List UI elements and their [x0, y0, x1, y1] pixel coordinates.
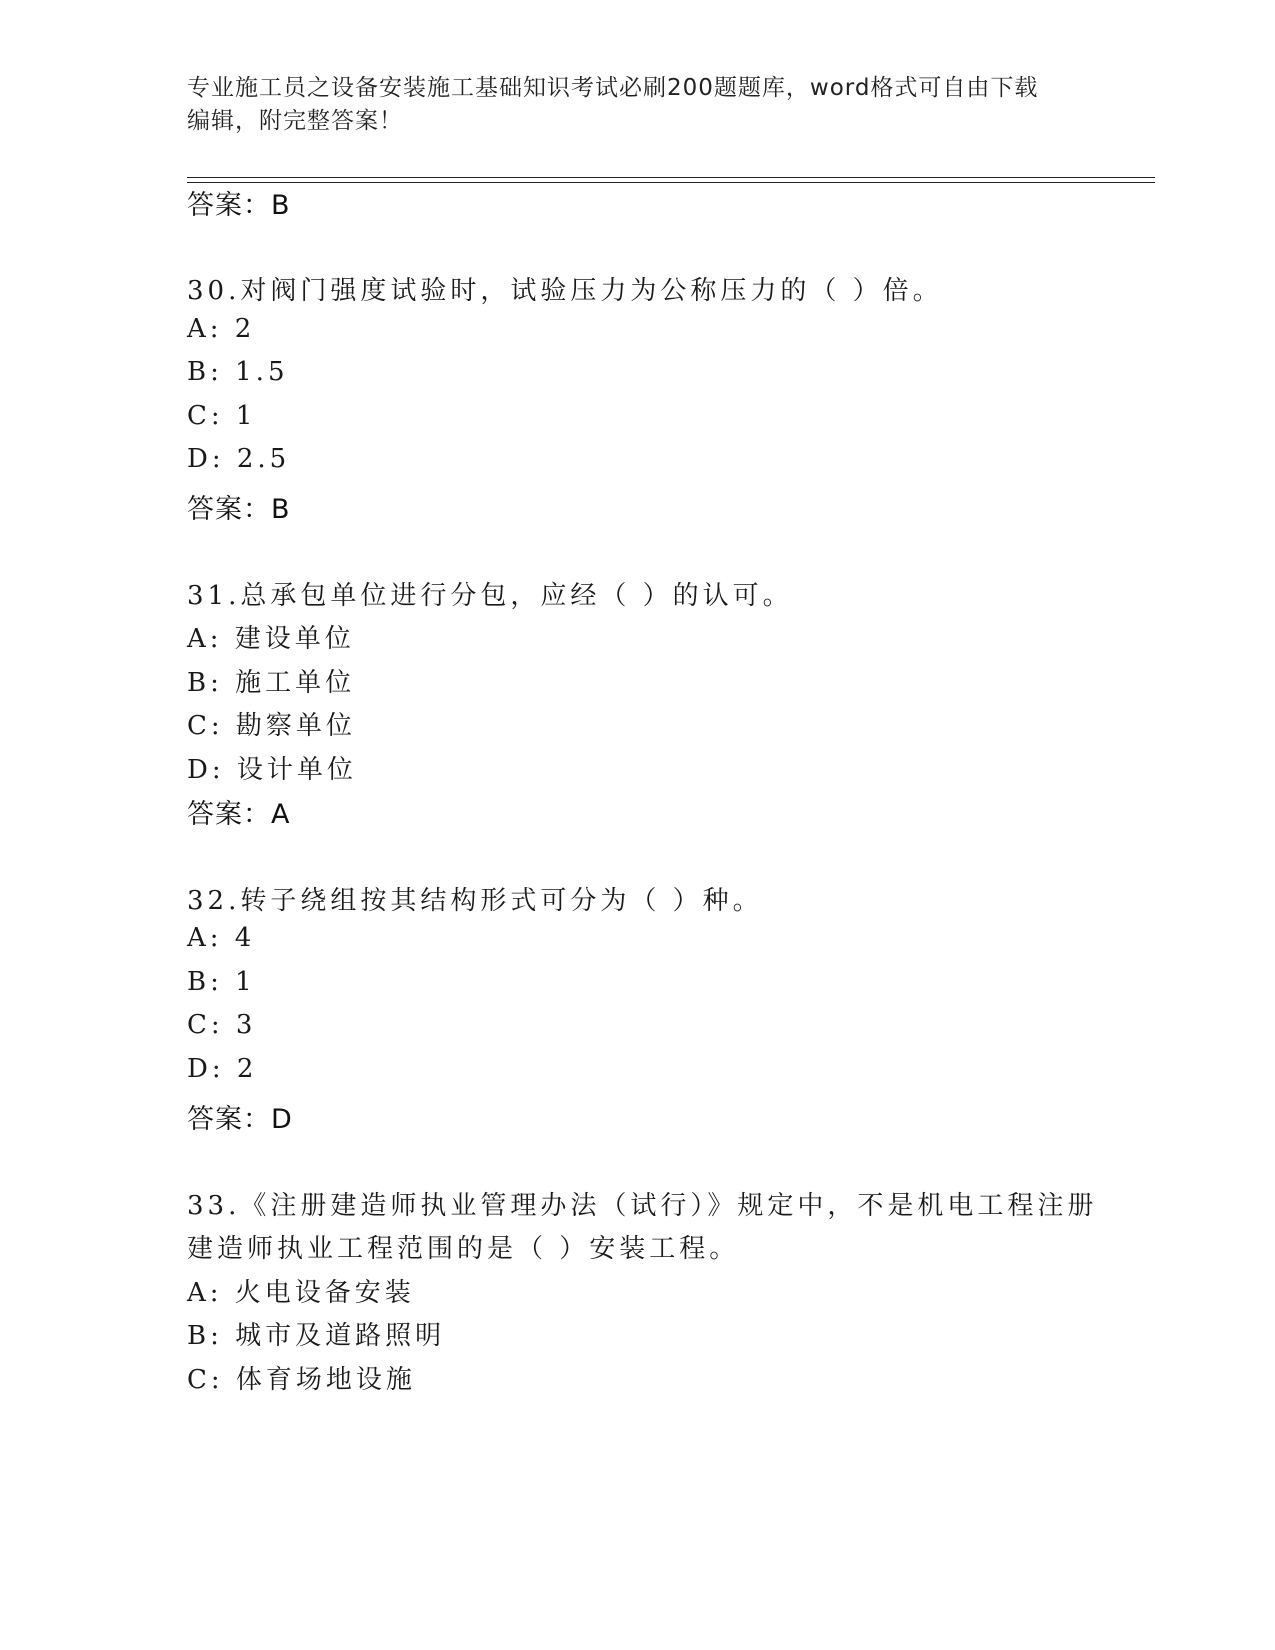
question-31-option-b: B: 施工单位 — [187, 668, 356, 698]
question-30-option-b: B: 1.5 — [187, 357, 289, 387]
question-33-option-a: A: 火电设备安装 — [187, 1278, 415, 1308]
question-30-stem: 30.对阀门强度试验时，试验压力为公称压力的（ ）倍。 — [187, 276, 943, 306]
question-31-stem: 31.总承包单位进行分包，应经（ ）的认可。 — [187, 581, 793, 611]
question-31-option-c: C: 勘察单位 — [187, 711, 356, 741]
document-header — [187, 72, 1067, 138]
question-32-option-d: D: 2 — [187, 1054, 258, 1084]
answer-30: 答案：B — [187, 494, 291, 525]
answer-31: 答案：A — [187, 799, 291, 830]
question-30-option-c: C: 1 — [187, 401, 257, 431]
question-32-option-c: C: 3 — [187, 1010, 257, 1040]
question-33-option-c: C: 体育场地设施 — [187, 1365, 416, 1395]
question-33-stem-line-1: 33.《注册建造师执业管理办法（试行）》规定中，不是机电工程注册 — [187, 1191, 1098, 1221]
question-32-option-b: B: 1 — [187, 967, 256, 997]
question-31-option-a: A: 建设单位 — [187, 624, 355, 654]
header-divider-bottom — [187, 182, 1155, 183]
answer-32: 答案：D — [187, 1104, 293, 1135]
question-32-option-a: A: 4 — [187, 923, 256, 953]
header-divider-top — [187, 177, 1155, 178]
header-title-line-2: 编辑，附完整答案！ — [187, 108, 403, 134]
question-32-stem: 32.转子绕组按其结构形式可分为（ ）种。 — [187, 886, 763, 916]
question-31-option-d: D: 设计单位 — [187, 755, 357, 785]
header-title-line-1: 专业施工员之设备安装施工基础知识考试必刷200题题库，word格式可自由下载 — [187, 75, 1039, 101]
question-30-option-d: D: 2.5 — [187, 444, 291, 474]
question-33-stem-line-2: 建造师执业工程范围的是（ ）安装工程。 — [187, 1234, 740, 1264]
answer-29: 答案：B — [187, 190, 291, 221]
question-33-option-b: B: 城市及道路照明 — [187, 1321, 446, 1351]
question-30-option-a: A: 2 — [187, 314, 256, 344]
